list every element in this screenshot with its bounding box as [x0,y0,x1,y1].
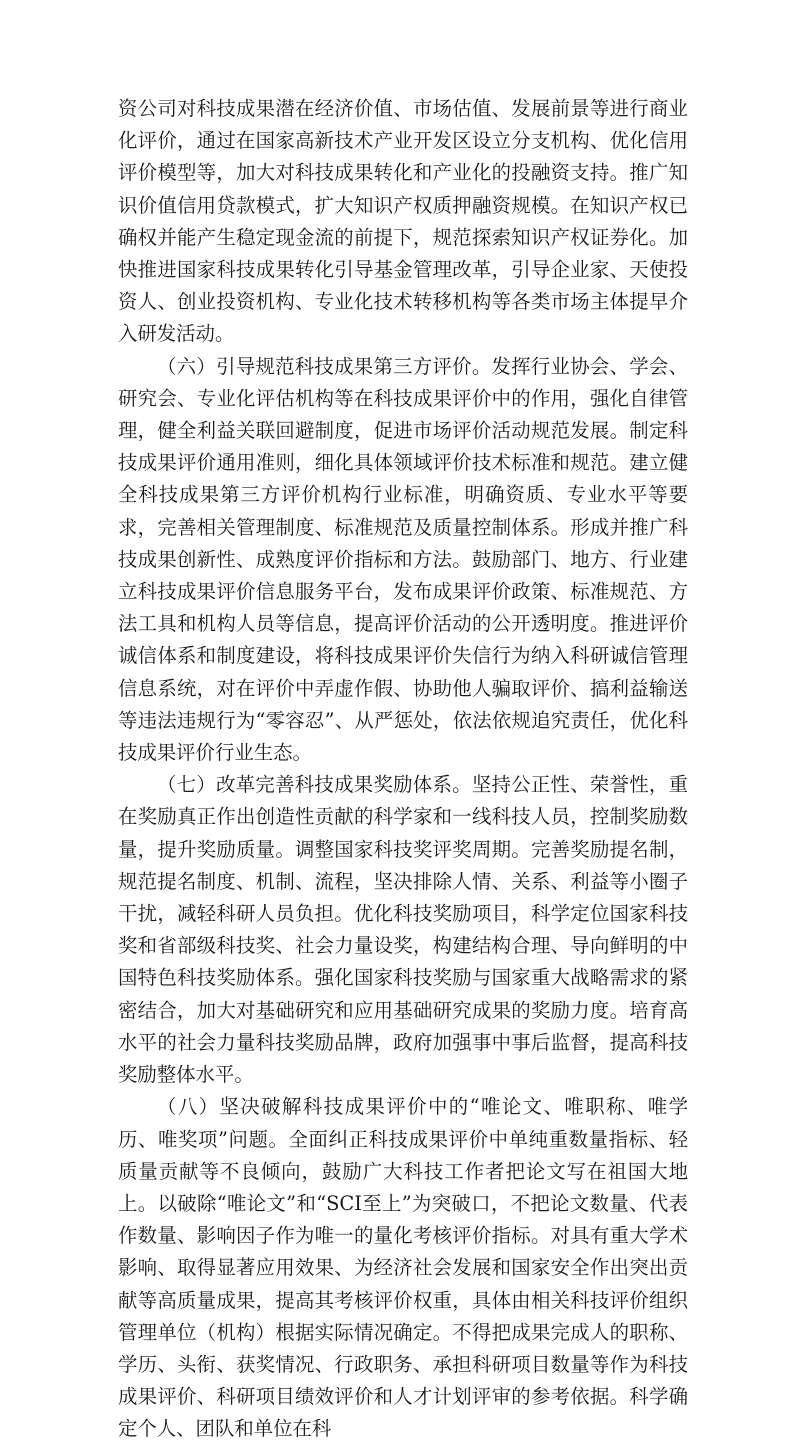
paragraph-award-system-reform: （七）改革完善科技成果奖励体系。坚持公正性、荣誉性，重在奖励真正作出创造性贡献的科学家和一线科技人员，控制奖励数量，提升奖励质量。调整国家科技奖评奖周期。完善奖励提名制，规范提名制度、机制、流程，坚决排除人情、关系、利益等小圈子干扰，减轻科研人员负担。优化科技奖励项目，科学定位国家科技奖和省部级科技奖、社会力量设奖，构建结构合理、导向鲜明的中国特色科技奖励体系。强化国家科技奖励与国家重大战略需求的紧密结合，加大对基础研究和应用基础研究成果的奖励力度。培育高水平的社会力量科技奖励品牌，政府加强事中事后监督，提高科技奖励整体水平。 [118,773,688,1087]
paragraph-four-onlys-problem: （八）坚决破解科技成果评价中的“唯论文、唯职称、唯学历、唯奖项”问题。全面纠正科技成果评价中单纯重数量指标、轻质量贡献等不良倾向，鼓励广大科技工作者把论文写在祖国大地上。以破除“唯论文”和“SCI至上”为突破口，不把论文数量、代表作数量、影响因子作为唯一的量化考核评价指标。对具有重大学术影响、取得显著应用效果、为经济社会发展和国家安全作出突出贡献等高质量成果，提高其考核评价权重，具体由相关科技评价组织管理单位（机构）根据实际情况确定。不得把成果完成人的职称、学历、头衔、获奖情况、行政职务、承担科研项目数量等作为科技成果评价、科研项目绩效评价和人才计划评审的参考依据。科学确定个人、团队和单位在科 [118,1095,688,1441]
document-body [118,93,688,1446]
paragraph-third-party-evaluation: （六）引导规范科技成果第三方评价。发挥行业协会、学会、研究会、专业化评估机构等在科技成果评价中的作用，强化自律管理，健全利益关联回避制度，促进市场评价活动规范发展。制定科技成果评价通用准则，细化具体领域评价技术标准和规范。建立健全科技成果第三方评价机构行业标准，明确资质、专业水平等要求，完善相关管理制度、标准规范及质量控制体系。形成并推广科技成果创新性、成熟度评价指标和方法。鼓励部门、地方、行业建立科技成果评价信息服务平台，发布成果评价政策、标准规范、方法工具和机构人员等信息，提高评价活动的公开透明度。推进评价诚信体系和制度建设，将科技成果评价失信行为纳入科研诚信管理信息系统，对在评价中弄虚作假、协助他人骗取评价、搞利益输送等违法违规行为“零容忍”、从严惩处，依法依规追究责任，优化科技成果评价行业生态。 [118,354,688,765]
paragraph-investment-evaluation: 资公司对科技成果潜在经济价值、市场估值、发展前景等进行商业化评价，通过在国家高新技术产业开发区设立分支机构、优化信用评价模型等，加大对科技成果转化和产业化的投融资支持。推广知识价值信用贷款模式，扩大知识产权质押融资规模。在知识产权已确权并能产生稳定现金流的前提下，规范探索知识产权证券化。加快推进国家科技成果转化引导基金管理改革，引导企业家、天使投资人、创业投资机构、专业化技术转移机构等各类市场主体提早介入研发活动。 [118,97,688,346]
